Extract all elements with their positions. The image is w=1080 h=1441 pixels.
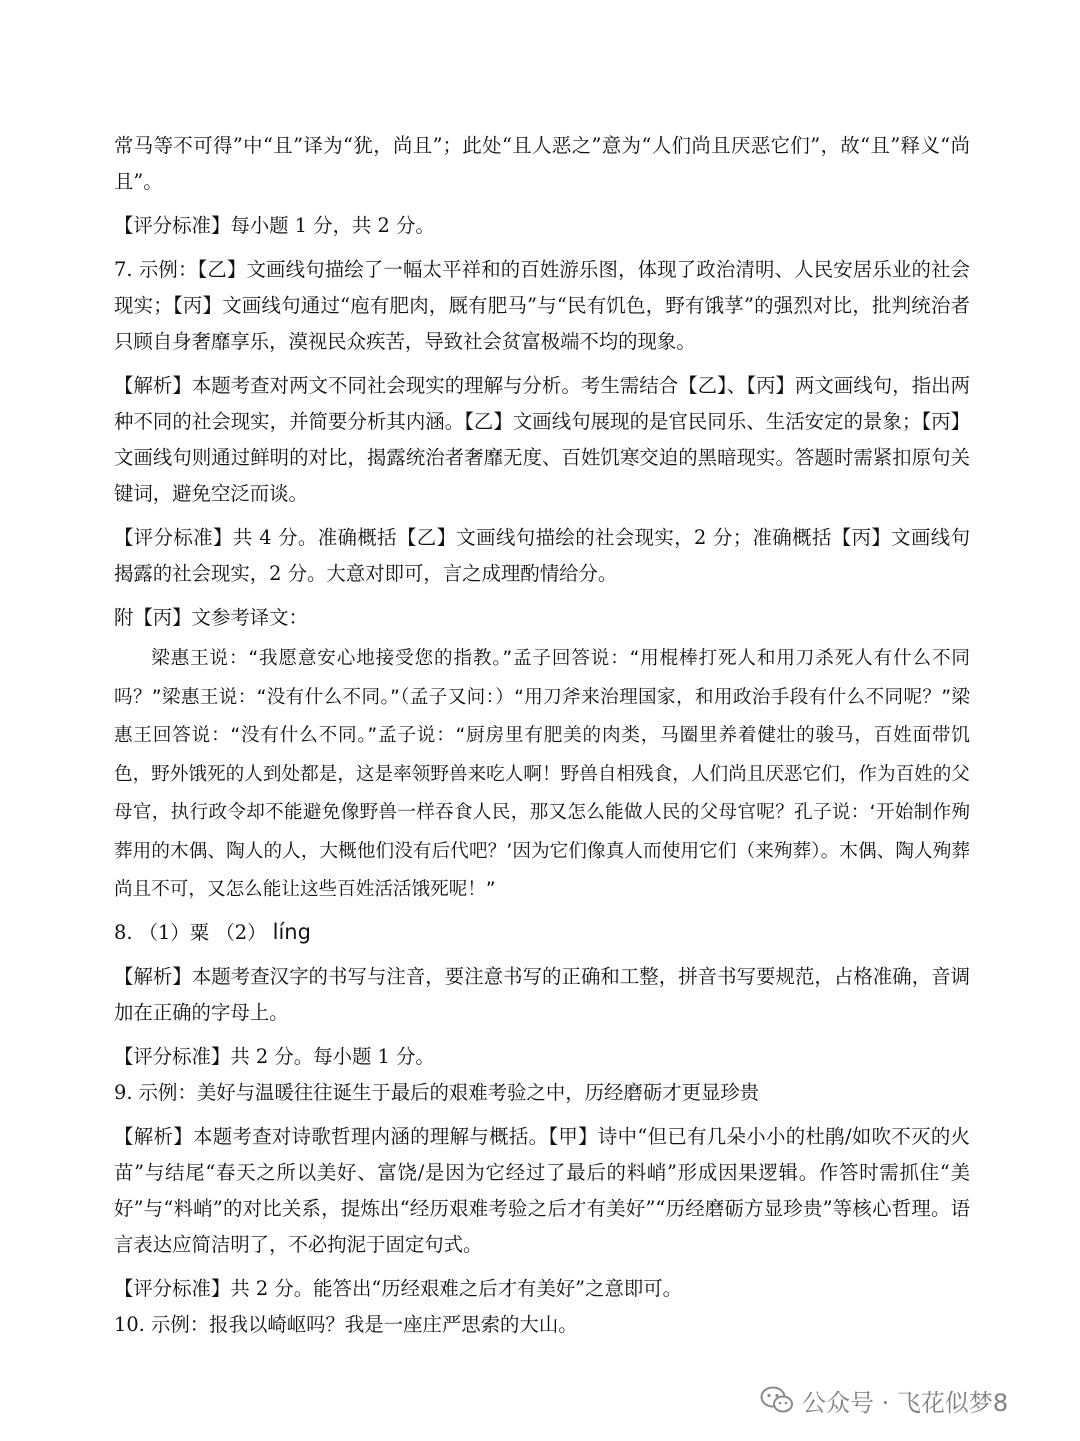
paragraph-q8-analysis: 【解析】本题考查汉字的书写与注音，要注意书写的正确和工整，拼音书写要规范，占格准确，音调加在正确的字母上。 — [114, 964, 970, 1024]
paragraph-translation: 梁惠王说：“我愿意安心地接受您的指教。”孟子回答说：“用棍棒打死人和用刀杀死人有什么不同吗？”梁惠王说：“没有什么不同。”（孟子又问：）“用刀斧来治理国家，和用政治手段有什么不同呢？”梁惠王回答说：“没有什么不同。”孟子说：“厨房里有肥美的肉类，马圈里养着健壮的骏马，百姓面带饥色，野外饿死的人到处都是，这是率领野兽来吃人啊！野兽自相残食，人们尚且厌恶它们，作为百姓的父母官，执行政令却不能避免像野兽一样吞食人民，那又怎么能做人民的父母官呢？孔子说：‘开始制作殉葬用的木偶、陶人的人，大概他们没有后代吧？’因为它们像真人而使用它们（来殉葬）。木偶、陶人殉葬尚且不可，又怎么能让这些百姓活活饿死呢！” — [114, 648, 970, 900]
paragraph-q9-scoring: 【评分标准】共 2 分。能答出“历经艰难之后才有美好”之意即可。 — [114, 1276, 683, 1300]
paragraph-q7-answer: 7. 示例：【乙】文画线句描绘了一幅太平祥和的百姓游乐图，体现了政治清明、人民安居乐业的社会现实；【丙】文画线句通过“庖有肥肉，厩有肥马”与“民有饥色，野有饿莩”的强烈对比，批判统治者只顾自身奢靡享乐，漠视民众疾苦，导致社会贫富极端不均的现象。 — [114, 258, 970, 353]
answer-document — [114, 128, 970, 1343]
paragraph-q9-analysis: 【解析】本题考查对诗歌哲理内涵的理解与概括。【甲】诗中“但已有几朵小小的杜鹃/如吹不灭的火苗”与结尾“春天之所以美好、富饶/是因为它经过了最后的料峭”形成因果逻辑。作答时需抓住“美好”与“料峭”的对比关系，提炼出“经历艰难考验之后才有美好”“历经磨砺方显珍贵”等核心哲理。语言表达应简洁明了，不必拘泥于固定句式。 — [114, 1124, 970, 1256]
watermark-text: 公众号 · 飞花似梦8 — [802, 1388, 1009, 1417]
paragraph-q6-continued: 常马等不可得”中“且”译为“犹，尚且”；此处“且人恶之”意为“人们尚且厌恶它们”，故“且”释义“尚且”。 — [114, 134, 970, 193]
q8-pinyin: líng — [272, 919, 311, 944]
paragraph-q6-scoring: 【评分标准】每小题 1 分，共 2 分。 — [114, 214, 435, 237]
paragraph-translation-heading: 附【丙】文参考译文： — [114, 606, 308, 629]
paragraph-q10-answer: 10. 示例：报我以崎岖吗？我是一座庄严思索的大山。 — [114, 1312, 578, 1336]
paragraph-q7-scoring: 【评分标准】共 4 分。准确概括【乙】文画线句描绘的社会现实，2 分；准确概括【丙】文画线句揭露的社会现实，2 分。大意对即可，言之成理酌情给分。 — [114, 526, 970, 585]
paragraph-q9-answer: 9. 示例：美好与温暖往往诞生于最后的艰难考验之中，历经磨砺才更显珍贵 — [114, 1080, 760, 1104]
q8-answer-text: 8. （1）粟 （2） — [114, 920, 273, 944]
paragraph-q8-scoring: 【评分标准】共 2 分。每小题 1 分。 — [114, 1044, 435, 1068]
watermark — [760, 1380, 1008, 1420]
paragraph-q8-answer — [114, 914, 970, 951]
paragraph-q7-analysis: 【解析】本题考查对两文不同社会现实的理解与分析。考生需结合【乙】、【丙】两文画线句，指出两种不同的社会现实，并简要分析其内涵。【乙】文画线句展现的是官民同乐、生活安定的景象；【丙】文画线句则通过鲜明的对比，揭露统治者奢靡无度、百姓饥寒交迫的黑暗现实。答题时需紧扣原句关键词，避免空泛而谈。 — [114, 374, 970, 505]
wechat-icon — [760, 1385, 794, 1415]
